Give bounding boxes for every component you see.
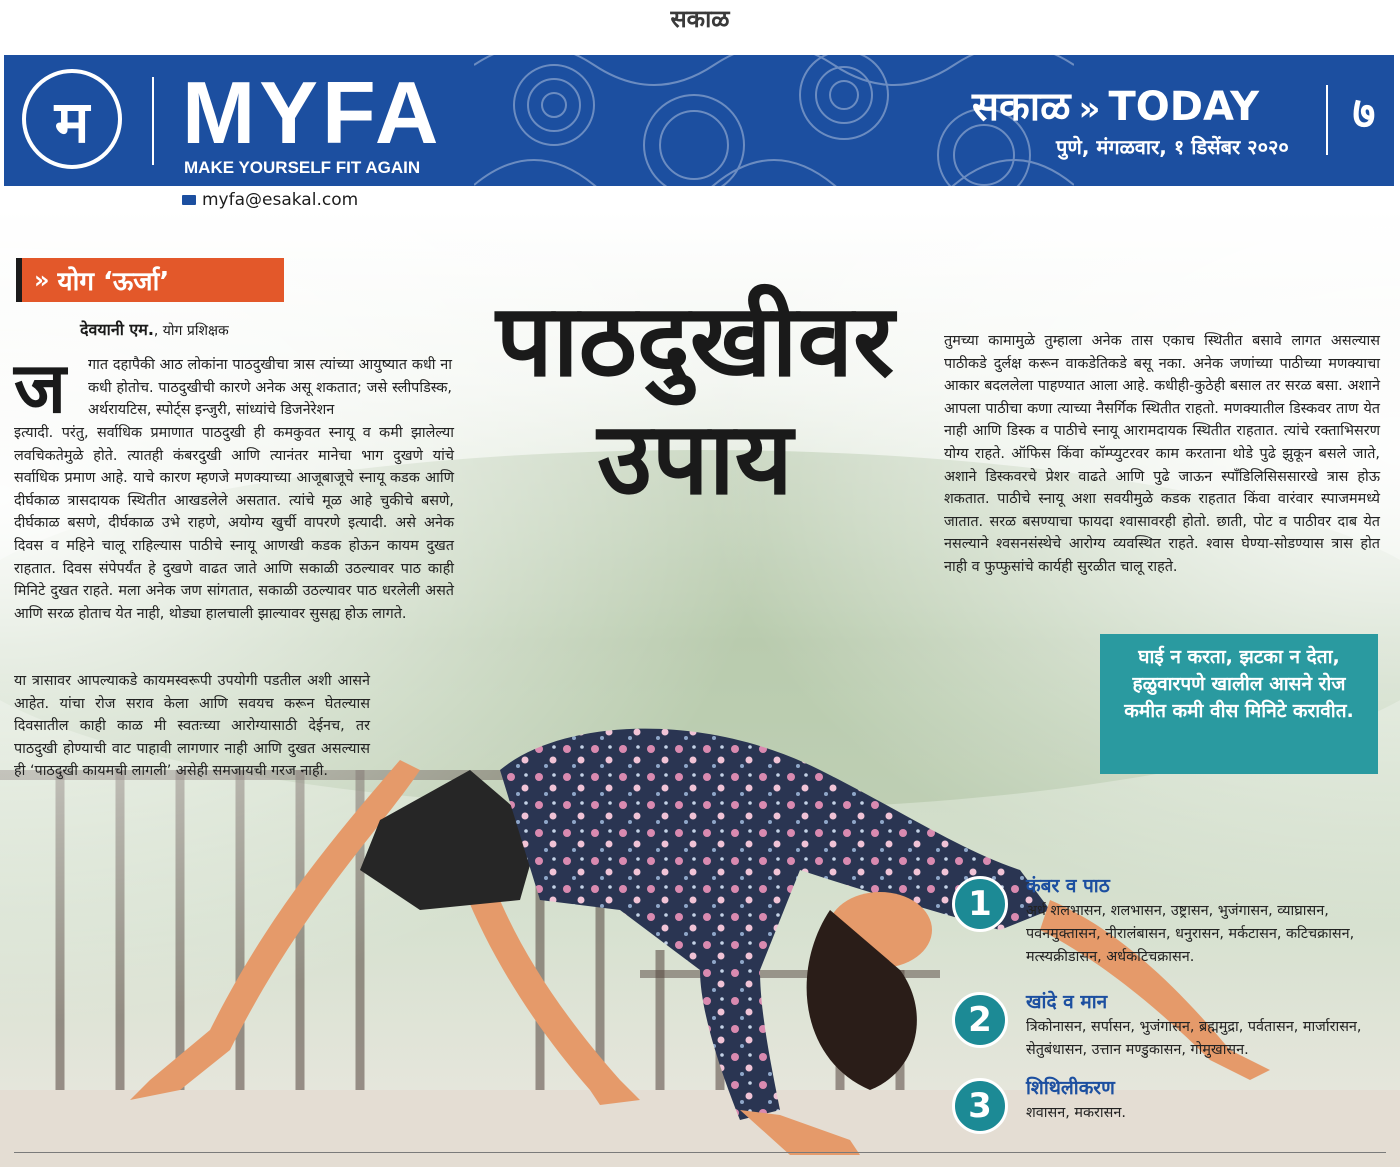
- pose-list: अर्ध शलभासन, शलभासन, उष्ट्रासन, भुजंगासन, व्याघ्रासन, पवनमुक्तासन, नीरालंबासन, धनुरासन, मर्कटासन, कटिचक्रासन, मत्स्यक्रीडासन, अर्धकटिचक्रासन.: [1026, 903, 1355, 965]
- article-paragraph-1: इत्यादी. परंतु, सर्वाधिक प्रमाणात पाठदुखी ही कमकुवत स्नायू व कमी झालेल्या लवचिकतेमुळे होते. त्यातही कंबरदुखी आणि त्यानंतर मानेचा भाग दुखणे यांचे सर्वाधिक प्रमाण आहे. याचे कारण म्हणजे मणक्याच्या आजूबाजूचे स्नायू कडक आणि दीर्घकाळ त्रासदायक स्थितीत आखडलेले असतात. त्यांचे मूळ आहे चुकीचे बसणे, दीर्घकाळ बसणे, दीर्घकाळ उभे राहणे, अयोग्य खुर्ची वापरणे इत्यादी. असे अनेक दिवस व महिने चालू राहिल्यास पाठीचे स्नायू आणखी कडक होऊन कायम दुखत राहतात. दिवस संपेपर्यंत हे दुखणे वाढत जाते आणि सकाळी उठल्यावर पाठ काही मिनिटे दुखत राहते. मला अनेक जण सांगतात, सकाळी उठल्यावर पाठ धरलेली असते आणि सरळ होताच येत नाही, थोड्या हालचाली झाल्यावर सुसह्य होऊ लागते.: [14, 425, 454, 622]
- pose-number-badge: 3: [952, 1078, 1008, 1134]
- page-number-divider: [1326, 85, 1328, 155]
- email-text: myfa@esakal.com: [202, 190, 359, 210]
- article-paragraph-2: या त्रासावर आपल्याकडे कायमस्वरूपी उपयोगी पडतील अशी आसने आहेत. यांचा रोज सराव केला आणि सवयच करून घेतल्यास दिवसातील काही काळ मी स्वतःच्या आरोग्यासाठी देईनच, तर पाठदुखी होण्याची वाट पाहावी लागणार नाही आणि दुखत असल्यास ही ‘पाठदुखी कायमची लागली’ असेही समजायची गरज नाही.: [14, 673, 370, 780]
- today-brand: [972, 77, 1259, 132]
- headline-line-1: पाठदुखीवर: [495, 282, 895, 399]
- author-role: , योग प्रशिक्षक: [153, 323, 229, 339]
- pose-group-title: कंबर व पाठ: [1026, 875, 1110, 897]
- newspaper-name: सकाळ: [670, 4, 730, 33]
- section-kicker: [16, 258, 284, 302]
- pose-list: शवासन, मकरासन.: [1026, 1105, 1126, 1121]
- today-brand-name: सकाळ: [972, 84, 1071, 130]
- double-chevron-icon: »: [34, 266, 50, 294]
- page-bottom-rule: [14, 1152, 1386, 1153]
- envelope-icon: [182, 195, 196, 205]
- headline-line-2: उपाय: [597, 400, 793, 517]
- pose-number-badge: 1: [952, 876, 1008, 932]
- pose-number-badge: 2: [952, 992, 1008, 1048]
- article-paragraph-1-intro: गात दहापैकी आठ लोकांना पाठदुखीचा त्रास त्यांच्या आयुष्यात कधी ना कधी होतोच. पाठदुखीची कारणे अनेक असू शकतात; जसे स्लीपडिस्क, अर्थरायटिस, स्पोर्ट्स इन्जुरी, सांध्यांचे डिजनेरेशन: [88, 357, 452, 419]
- pose-group-title: खांदे व मान: [1026, 991, 1108, 1013]
- byline: [80, 318, 229, 340]
- article-headline: [470, 282, 920, 518]
- pose-list: त्रिकोनासन, सर्पासन, भुजंगासन, ब्रह्ममुद्रा, पर्वतासन, मार्जारासन, सेतुबंधासन, उत्तान मण्डुकासन, गोमुखासन.: [1026, 1019, 1362, 1058]
- pose-group-title: शिथिलीकरण: [1026, 1077, 1115, 1099]
- contact-email[interactable]: [182, 190, 358, 210]
- article-paragraph-right: तुमच्या कामामुळे तुम्हाला अनेक तास एकाच स्थितीत बसावे लागत असल्यास पाठीकडे दुर्लक्ष करून वाकडेतिकडे बसू नका. अनेक जणांच्या पाठीच्या मणक्याचा आकार बदललेला पाहण्यात आला आहे. कधीही-कुठेही बसाल तर सरळ बसा. अशाने आपला पाठीचा कणा त्याच्या नैसर्गिक स्थितीत राहतो. मणक्यातील डिस्कवर ताण येत नाही आणि डिस्क व पाठीचे स्नायू आरामदायक स्थितीत राहतात. त्यांचे रक्ताभिसरण योग्य राहते. ऑफिस किंवा कॉम्प्युटरवर काम करताना थोडे पुढे झुकून बसले जाते, अशाने डिस्कवरचे प्रेशर वाढते आणि पुढे जाऊन स्पॉंडिलिसिससारखे त्रास होऊ शकतात. पाठीचे स्नायू अशा सवयीमुळे कडक राहतात किंवा वारंवार स्पाजममध्ये जातात. सरळ बसण्याचा फायदा श्वासावरही होतो. छाती, पोट व पाठीवर दाब येत नसल्याने श्वसनसंस्थेचे आरोग्य व्यवस्थित राहते. श्वास घेण्या-सोडण्यास त्रास होत नाही व फुप्फुसांचे कार्यही सुरळीत चालू राहते.: [944, 333, 1380, 575]
- myfa-logo: म: [22, 69, 122, 169]
- kicker-label: योग ‘ऊर्जा’: [57, 267, 170, 297]
- section-tagline: MAKE YOURSELF FIT AGAIN: [184, 158, 421, 177]
- drop-cap: ज: [14, 347, 66, 429]
- today-brand-suffix: TODAY: [1108, 84, 1260, 130]
- masthead-divider: [152, 77, 154, 165]
- section-title: MYFA: [182, 63, 443, 162]
- date-line: पुणे, मंगळवार, १ डिसेंबर २०२०: [1056, 135, 1289, 159]
- masthead-banner: [4, 55, 1394, 186]
- page-number: ७: [1352, 88, 1376, 139]
- callout-box: घाई न करता, झटका न देता, हळुवारपणे खालील आसने रोज कमीत कमी वीस मिनिटे करावीत.: [1100, 634, 1378, 774]
- author-name: देवयानी एम.: [80, 320, 154, 339]
- double-chevron-icon: »: [1078, 89, 1101, 129]
